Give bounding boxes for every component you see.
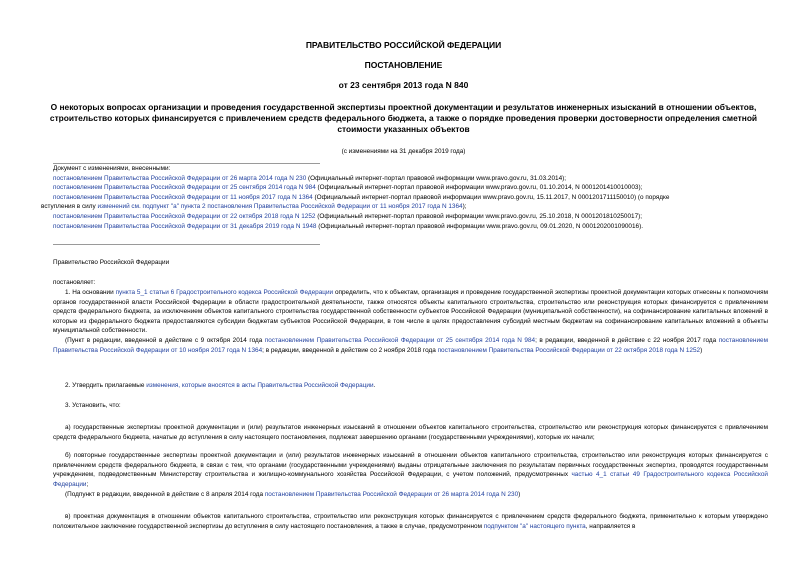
subparagraph-v: в) проектная документация в отношении объектов капитального строительства, строительство или реконструкция которых финансируется с привлечением средств федерального бюджета, применительно к которым утверждено положительное заключение государственной экспертизы до вступления в силу настоящего постановления, а также в случае, предусмотренном подпунктом "а" настоящего пункта, направляется в xyxy=(53,513,768,530)
changes-item: постановлением Правительства Российской Федерации от 26 марта 2014 года N 230 (Официальный интернет-портал правовой информации www.pravo.gov.ru, 31.03.2014); xyxy=(53,174,567,182)
subparagraph-b: б) повторные государственные экспертизы проектной документации и (или) результатов инженерных изысканий в отношении объектов капитального строительства, строительство или реконструкция которых финансируется с привлечением средств федерального бюджета, в связи с тем, что органами (государственными учреждениями) выданы отрицательные заключения по результатам первичных государственных экспертиз, проводятся государственным учреждением, подведомственным Министерству строительства и жилищно-коммунального хозяйства Российской Федерации, с учетом положений, предусмотренных частью 4_1 статьи 49 Градостроительного кодекса Российской Федерации; xyxy=(53,452,768,488)
link-subpoint-a[interactable]: подпунктом "а" настоящего пункта xyxy=(483,522,586,530)
date-number-heading: от 23 сентября 2013 года N 840 xyxy=(338,80,469,90)
change-link-230[interactable]: постановлением Правительства Российской Федерации от 26 марта 2014 года N 230 xyxy=(53,174,307,182)
changes-item: постановлением Правительства Российской Федерации от 25 сентября 2014 года N 984 (Официальный интернет-портал правовой информации www.pravo.gov.ru, 01.10.2014, N 0001201410010003); xyxy=(53,184,643,192)
changes-item: постановлением Правительства Российской Федерации от 31 декабря 2019 года N 1948 (Официальный интернет-портал правовой информации www.pravo.gov.ru, 09.01.2020, N 0001202001090016). xyxy=(53,222,644,230)
change-link-984[interactable]: постановлением Правительства Российской Федерации от 25 сентября 2014 года N 984 xyxy=(53,184,316,192)
link-230[interactable]: постановлением Правительства Российской Федерации от 26 марта 2014 года N 230 xyxy=(264,491,519,498)
paragraph-3: 3. Установить, что: xyxy=(65,402,121,409)
paragraph-1: 1. На основании пункта 5_1 статьи 6 Градостроительного кодекса Российской Федерации определить, что к объектам, организация и проведение государственной экспертизы проектной документации которых отнесены к полномочиям органов государственной власти Российской Федерации в области градостроительной деятельности, также относятся объекты капитального строительства, строительство или реконструкция которых финансируется с привлечением средств федерального бюджета, за исключением объектов капитального строительства государственной собственности субъектов Российской Федерации (муниципальной собственности), на софинансирование капитальных вложений в которые из федерального бюджета предоставляются субсидии бюджетам субъектов Российской Федерации, в том числе в целях предоставления субсидий местным бюджетам на софинансирование капитальных вложений в объекты муниципальной собственности. xyxy=(53,289,768,335)
divider-bottom xyxy=(53,244,320,245)
subparagraph-a: а) государственные экспертизы проектной документации и (или) результатов инженерных изысканий в отношении объектов капитального строительства, строительство или реконструкция которых финансируется с привлечением средств федерального бюджета, начатые до вступления в силу настоящего постановления, подлежат завершению органами (государственными учреждениями), которые их начали; xyxy=(53,424,768,441)
change-link-1364[interactable]: постановлением Правительства Российской Федерации от 11 ноября 2017 года N 1364 xyxy=(53,193,313,201)
link-1252[interactable]: постановлением Правительства Российской Федерации от 22 октября 2018 года N 1252 xyxy=(437,346,701,354)
changes-intro: Документ с изменениями, внесенными: xyxy=(53,165,171,172)
changes-item-continuation: вступления в силу изменений см. подпункт "а" пункта 2 постановления Правительства Российской Федерации от 11 ноября 2017 года N 1364); xyxy=(41,203,467,211)
decrees-line: постановляет: xyxy=(53,279,96,286)
subparagraph-b-note: (Подпункт в редакции, введенной в действие с 8 апреля 2014 года постановлением Правительства Российской Федерации от 26 марта 2014 года N 230) xyxy=(65,491,521,498)
changes-item: постановлением Правительства Российской Федерации от 22 октября 2018 года N 1252 (Официальный интернет-портал правовой информации www.pravo.gov.ru, 25.10.2018, N 0001201810250017); xyxy=(53,212,643,220)
change-link-1364-subpoint[interactable]: изменений см. подпункт "а" пункта 2 постановления Правительства Российской Федерации от 11 ноября 2017 года N 1364 xyxy=(97,203,463,211)
link-amendments[interactable]: изменения, которые вносятся в акты Правительства Российской Федерации xyxy=(146,382,374,389)
document-title: О некоторых вопросах организации и проведения государственной экспертизы проектной документации и результатов инженерных изысканий в отношении объектов, строительство которых финансируется с привлечением средств федерального бюджета, а также о порядке проведения проверки достоверности определения сметной стоимости указанных объектов xyxy=(49,102,758,134)
edition-note: (с изменениями на 31 декабря 2019 года) xyxy=(341,148,466,155)
government-line: Правительство Российской Федерации xyxy=(53,259,170,266)
document-type-heading: ПОСТАНОВЛЕНИЕ xyxy=(364,60,443,70)
link-1364[interactable]: постановлением Правительства Российской Федерации от 10 ноября 2017 года N 1364 xyxy=(53,337,768,354)
link-grad-code-49[interactable]: частью 4_1 статьи 49 Градостроительного кодекса Российской Федерации xyxy=(53,471,768,488)
changes-list xyxy=(41,164,768,231)
link-984[interactable]: постановлением Правительства Российской Федерации от 25 сентября 2014 года N 984 xyxy=(264,337,536,344)
changes-item: постановлением Правительства Российской Федерации от 11 ноября 2017 года N 1364 (Официальный интернет-портал правовой информации www.pravo.gov.ru, 15.11.2017, N 0001201711150010) (о порядке xyxy=(53,193,670,201)
link-grad-code-5-1[interactable]: пункта 5_1 статьи 6 Градостроительного кодекса Российской Федерации xyxy=(115,289,334,296)
change-link-1948[interactable]: постановлением Правительства Российской Федерации от 31 декабря 2019 года N 1948 xyxy=(53,222,317,230)
change-link-1252[interactable]: постановлением Правительства Российской Федерации от 22 октября 2018 года N 1252 xyxy=(53,212,316,220)
paragraph-1-note: (Пункт в редакции, введенной в действие с 9 октября 2014 года постановлением Правительства Российской Федерации от 25 сентября 2014 года N 984; в редакции, введенной в действие с 22 ноября 2017 года постановлением Правительства Российской Федерации от 10 ноября 2017 года N 1364; в редакции, введенной в действие со 2 ноября 2018 года постановлением Правительства Российской Федерации от 22 октября 2018 года N 1252) xyxy=(53,337,768,354)
government-heading: ПРАВИТЕЛЬСТВО РОССИЙСКОЙ ФЕДЕРАЦИИ xyxy=(305,40,502,50)
paragraph-2: 2. Утвердить прилагаемые изменения, которые вносятся в акты Правительства Российской Федерации. xyxy=(65,382,376,389)
